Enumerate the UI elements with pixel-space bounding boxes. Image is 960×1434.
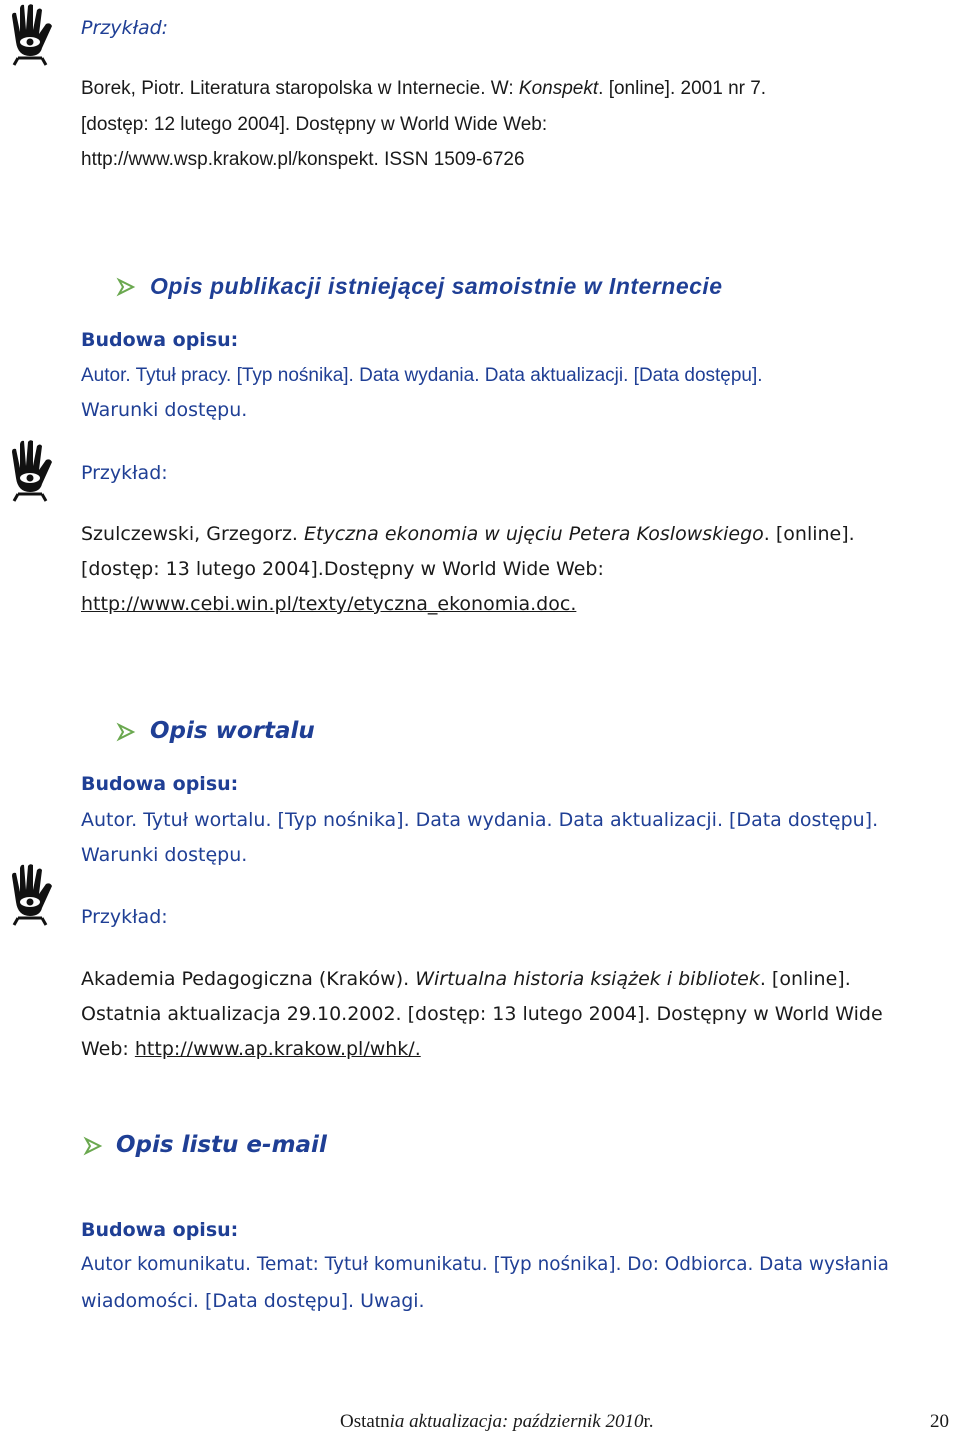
citation-line: Ostatnia aktualizacja 29.10.2002. [dostęp: 13 lutego 2004]. Dostępny w World Wide xyxy=(81,1003,883,1025)
arrow-bullet-icon xyxy=(83,1136,103,1156)
hand-eye-icon xyxy=(6,862,58,928)
example-label: Przykład: xyxy=(81,462,168,484)
citation-line xyxy=(81,522,855,546)
citation-link[interactable]: http://www.ap.krakow.pl/whk/. xyxy=(134,1038,421,1060)
hand-eye-icon xyxy=(6,438,58,504)
arrow-bullet-icon xyxy=(116,722,136,742)
citation-line xyxy=(81,1037,421,1061)
structure-description: Autor. Tytuł pracy. [Typ nośnika]. Data wydania. Data aktualizacji. [Data dostępu]. xyxy=(81,365,763,386)
citation-title: Konspekt xyxy=(518,78,599,99)
citation-text: Szulczewski, Grzegorz. xyxy=(81,523,305,545)
structure-description: wiadomości. [Data dostępu]. Uwagi. xyxy=(81,1290,425,1312)
citation-line xyxy=(81,592,576,616)
structure-description: Autor komunikatu. Temat: Tytuł komunikatu. [Typ nośnika]. Do: Odbiorca. Data wysłania xyxy=(81,1254,889,1275)
arrow-bullet-icon xyxy=(116,277,136,297)
section-heading: Opis publikacji istniejącej samoistnie w Internecie xyxy=(150,273,723,299)
footer-text-part: Ostatn xyxy=(340,1411,390,1432)
citation-text: Akademia Pedagogiczna (Kraków). xyxy=(81,968,416,990)
footer-text-part: ia aktualizacja: październik 2010 xyxy=(389,1411,644,1432)
structure-description: Warunki dostępu. xyxy=(81,844,248,866)
citation-text: . [online]. xyxy=(763,523,855,545)
citation-line xyxy=(81,967,851,991)
page-number: 20 xyxy=(930,1411,949,1432)
citation-text: . [online]. xyxy=(759,968,851,990)
example-label: Przykład: xyxy=(81,906,168,928)
citation-text: Web: xyxy=(81,1038,135,1060)
structure-description: Autor. Tytuł wortalu. [Typ nośnika]. Data wydania. Data aktualizacji. [Data dostępu]. xyxy=(81,809,879,831)
footer-text-part: r. xyxy=(643,1411,654,1432)
citation-text: Borek, Piotr. Literatura staropolska w Internecie. W: xyxy=(81,78,519,99)
citation-link[interactable]: http://www.cebi.win.pl/texty/etyczna_ekonomia.doc. xyxy=(81,593,577,615)
structure-label: Budowa opisu: xyxy=(81,773,239,795)
section-heading: Opis listu e-mail xyxy=(116,1132,327,1158)
citation-line: [dostęp: 13 lutego 2004].Dostępny w World Wide Web: xyxy=(81,558,604,580)
structure-description: Warunki dostępu. xyxy=(81,399,248,421)
footer-note xyxy=(340,1411,653,1433)
hand-eye-icon xyxy=(6,2,58,68)
section-heading: Opis wortalu xyxy=(150,718,315,744)
citation-line xyxy=(81,77,766,101)
structure-label: Budowa opisu: xyxy=(81,1219,239,1241)
structure-label: Budowa opisu: xyxy=(81,329,239,351)
example-label: Przykład: xyxy=(81,17,169,39)
citation-title: Etyczna ekonomia w ujęciu Petera Koslowskiego xyxy=(304,523,764,545)
citation-line: [dostęp: 12 lutego 2004]. Dostępny w World Wide Web: xyxy=(81,114,548,135)
citation-line: http://www.wsp.krakow.pl/konspekt. ISSN 1509-6726 xyxy=(81,149,525,170)
citation-text: . [online]. 2001 nr 7. xyxy=(598,78,767,99)
citation-title: Wirtualna historia książek i bibliotek xyxy=(415,968,760,990)
